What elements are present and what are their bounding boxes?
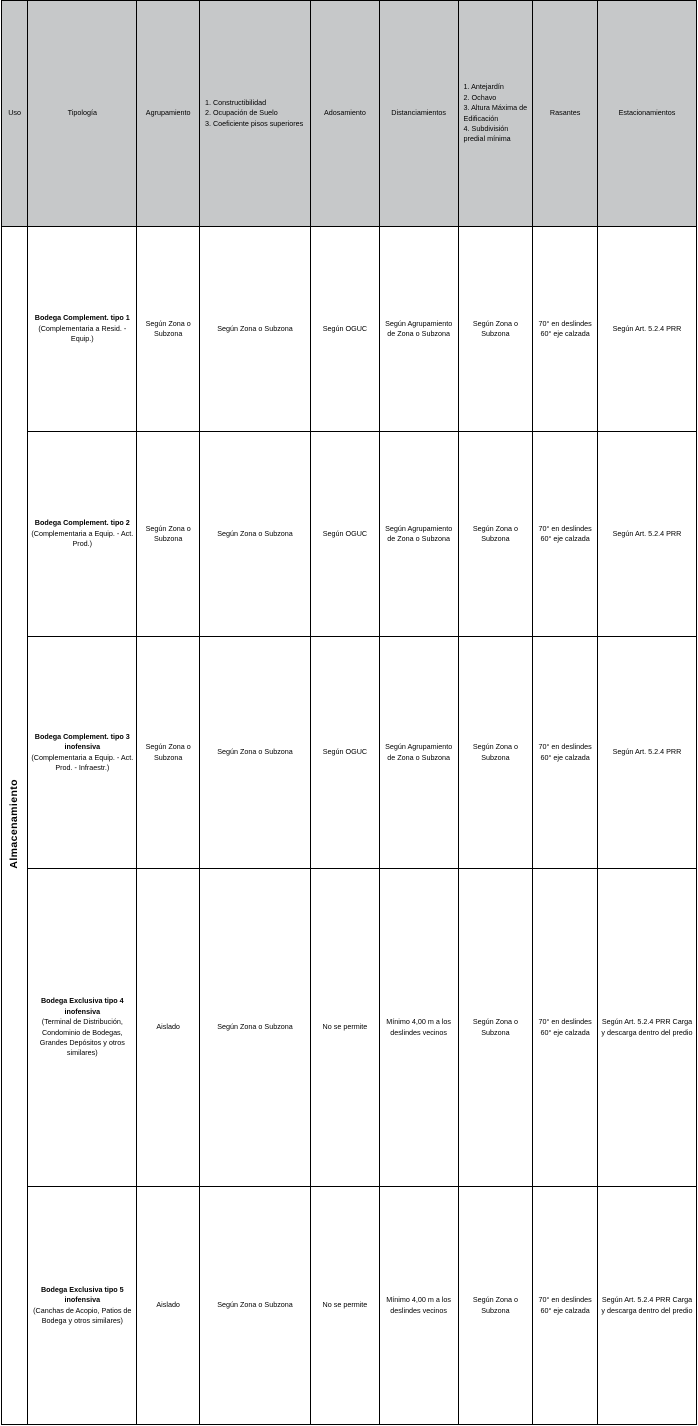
table-row xyxy=(2,1187,697,1425)
cell-distanciamientos: Mínimo 4,00 m a los deslindes vecinos xyxy=(379,869,458,1187)
cell-agrupamiento: Según Zona o Subzona xyxy=(137,227,200,432)
header-adosamiento: Adosamiento xyxy=(311,1,380,227)
header-antejardin-item-2: 2. Ochavo xyxy=(463,92,497,102)
cell-tipologia xyxy=(28,1187,137,1425)
header-constructibilidad-item-3: 3. Coeficiente pisos superiores xyxy=(204,118,304,128)
cell-constructibilidad: Según Zona o Subzona xyxy=(199,227,310,432)
header-rasantes: Rasantes xyxy=(533,1,598,227)
cell-tipologia-bold: Bodega Complement. tipo 2 xyxy=(34,518,130,528)
table-row xyxy=(2,869,697,1187)
row-group-label: Almacenamiento xyxy=(8,778,21,869)
cell-tipologia-rest: (Complementaria a Equip. - Act. Prod. - Infraestr.) xyxy=(31,752,134,772)
cell-estacionamientos: Según Art. 5.2.4 PRR Carga y descarga dentro del predio xyxy=(597,869,696,1187)
cell-distanciamientos: Según Agrupamiento de Zona o Subzona xyxy=(379,432,458,637)
cell-tipologia-rest: (Complementaria a Equip. - Act. Prod.) xyxy=(31,528,134,549)
cell-agrupamiento: Según Zona o Subzona xyxy=(137,637,200,869)
cell-adosamiento: Según OGUC xyxy=(311,432,380,637)
cell-distanciamientos: Mínimo 4,00 m a los deslindes vecinos xyxy=(379,1187,458,1425)
cell-agrupamiento: Según Zona o Subzona xyxy=(137,432,200,637)
cell-tipologia xyxy=(28,869,137,1187)
cell-estacionamientos: Según Art. 5.2.4 PRR xyxy=(597,227,696,432)
cell-adosamiento: Según OGUC xyxy=(311,637,380,869)
cell-rasantes: 70° en deslindes 60° eje calzada xyxy=(533,227,598,432)
cell-tipologia-rest: (Terminal de Distribución, Condominio de Bodegas, Grandes Depósitos y otros similares) xyxy=(39,1017,125,1058)
cell-distanciamientos: Según Agrupamiento de Zona o Subzona xyxy=(379,637,458,869)
cell-antejardin: Según Zona o Subzona xyxy=(458,227,533,432)
header-agrupamiento: Agrupamiento xyxy=(137,1,200,227)
norms-table xyxy=(1,0,697,1425)
cell-constructibilidad: Según Zona o Subzona xyxy=(199,1187,310,1425)
cell-tipologia-bold: Bodega Complement. tipo 1 xyxy=(34,313,130,323)
cell-antejardin: Según Zona o Subzona xyxy=(458,1187,533,1425)
cell-agrupamiento: Aislado xyxy=(137,869,200,1187)
table-row xyxy=(2,432,697,637)
cell-tipologia-bold: Bodega Exclusiva tipo 4 inofensiva xyxy=(40,996,124,1016)
header-tipologia: Tipología xyxy=(28,1,137,227)
header-antejardin-item-4: 4. Subdivisión predial mínima xyxy=(463,123,511,144)
header-uso: Uso xyxy=(2,1,28,227)
cell-tipologia-rest: (Complementaria a Resid. - Equip.) xyxy=(38,323,127,344)
cell-estacionamientos: Según Art. 5.2.4 PRR Carga y descarga dentro del predio xyxy=(597,1187,696,1425)
cell-rasantes: 70° en deslindes 60° eje calzada xyxy=(533,869,598,1187)
cell-tipologia xyxy=(28,227,137,432)
cell-adosamiento: No se permite xyxy=(311,869,380,1187)
table-body xyxy=(2,227,697,1425)
table-header xyxy=(2,1,697,227)
cell-adosamiento: Según OGUC xyxy=(311,227,380,432)
cell-tipologia xyxy=(28,432,137,637)
cell-constructibilidad: Según Zona o Subzona xyxy=(199,432,310,637)
cell-tipologia-bold: Bodega Exclusiva tipo 5 inofensiva xyxy=(40,1284,124,1305)
cell-constructibilidad: Según Zona o Subzona xyxy=(199,869,310,1187)
table-row xyxy=(2,227,697,432)
cell-antejardin: Según Zona o Subzona xyxy=(458,432,533,637)
cell-rasantes: 70° en deslindes 60° eje calzada xyxy=(533,432,598,637)
cell-tipologia xyxy=(28,637,137,869)
header-antejardin xyxy=(458,1,533,227)
cell-antejardin: Según Zona o Subzona xyxy=(458,637,533,869)
header-estacionamientos: Estacionamientos xyxy=(597,1,696,227)
cell-estacionamientos: Según Art. 5.2.4 PRR xyxy=(597,637,696,869)
cell-constructibilidad: Según Zona o Subzona xyxy=(199,637,310,869)
cell-tipologia-bold: Bodega Complement. tipo 3 inofensiva xyxy=(34,731,130,752)
header-constructibilidad-item-2: 2. Ocupación de Suelo xyxy=(204,108,278,118)
cell-agrupamiento: Aislado xyxy=(137,1187,200,1425)
header-constructibilidad xyxy=(199,1,310,227)
header-antejardin-item-1: 1. Antejardín xyxy=(463,82,504,92)
header-constructibilidad-item-1: 1. Constructibilidad xyxy=(204,97,267,107)
cell-rasantes: 70° en deslindes 60° eje calzada xyxy=(533,637,598,869)
header-antejardin-item-3: 3. Altura Máxima de Edificación xyxy=(463,103,528,123)
cell-adosamiento: No se permite xyxy=(311,1187,380,1425)
table-row xyxy=(2,637,697,869)
row-group-uso-almacenamiento xyxy=(2,227,28,1425)
header-row xyxy=(2,1,697,227)
cell-distanciamientos: Según Agrupamiento de Zona o Subzona xyxy=(379,227,458,432)
cell-antejardin: Según Zona o Subzona xyxy=(458,869,533,1187)
header-distanciamientos: Distanciamientos xyxy=(379,1,458,227)
cell-estacionamientos: Según Art. 5.2.4 PRR xyxy=(597,432,696,637)
cell-tipologia-rest: (Canchas de Acopio, Patios de Bodega y otros similares) xyxy=(33,1305,132,1325)
cell-rasantes: 70° en deslindes 60° eje calzada xyxy=(533,1187,598,1425)
